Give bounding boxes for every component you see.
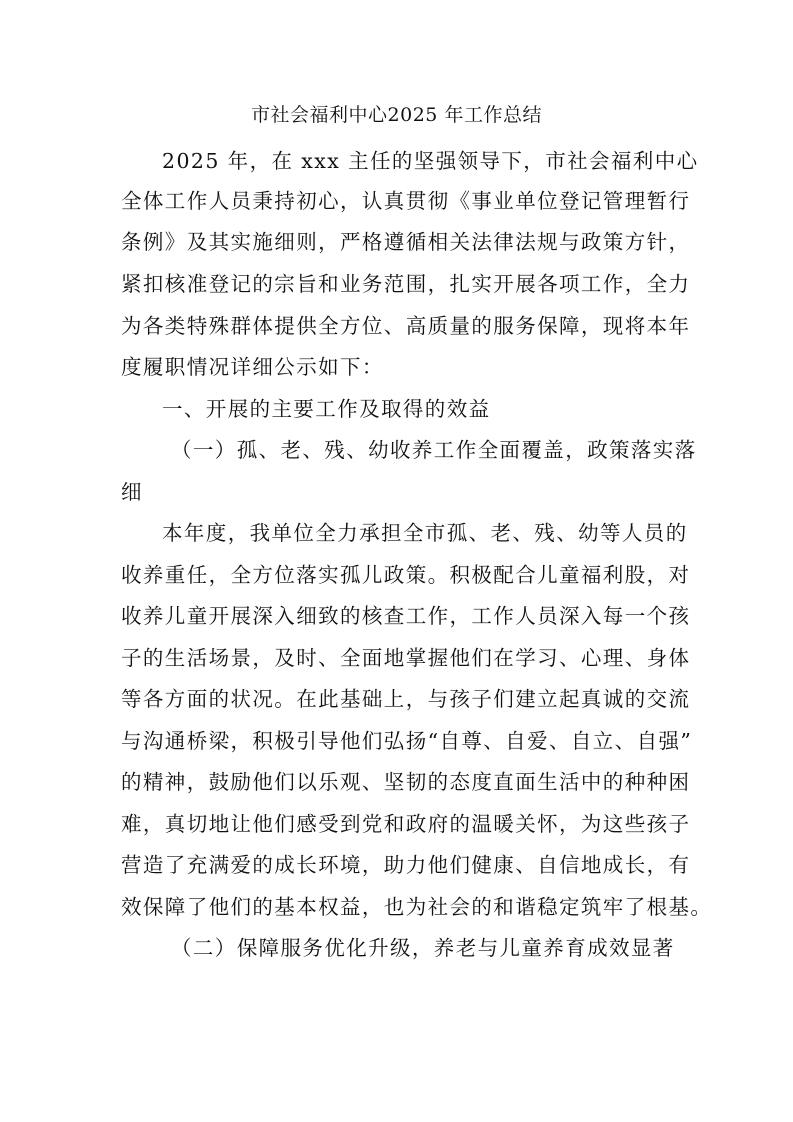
paragraph-line: 收养儿童开展深入细致的核查工作，工作人员深入每一个孩 xyxy=(121,604,691,628)
paragraph-line: 本年度，我单位全力承担全市孤、老、残、幼等人员的 xyxy=(162,521,688,545)
paragraph-line: 难，真切地让他们感受到党和政府的温暖关怀，为这些孩子 xyxy=(121,812,691,836)
paragraph-line: 紧扣核准登记的宗旨和业务范围，扎实开展各项工作，全力 xyxy=(121,272,691,296)
paragraph-line: 收养重任，全方位落实孤儿政策。积极配合儿童福利股，对 xyxy=(121,563,691,587)
subsection-heading: （二）保障服务优化升级，养老与儿童养育成效显著 xyxy=(171,936,675,960)
section-heading: 一、开展的主要工作及取得的效益 xyxy=(162,397,491,421)
subsection-heading: 细 xyxy=(121,480,143,504)
paragraph-line: 营造了充满爱的成长环境，助力他们健康、自信地成长，有 xyxy=(121,853,691,877)
paragraph-line: 条例》及其实施细则，严格遵循相关法律法规与政策方针， xyxy=(121,230,691,254)
paragraph-line: 的精神，鼓励他们以乐观、坚韧的态度直面生活中的种种困 xyxy=(121,770,691,794)
paragraph-line: 度履职情况详细公示如下： xyxy=(121,355,384,379)
paragraph-line: 效保障了他们的基本权益，也为社会的和谐稳定筑牢了根基。 xyxy=(121,895,713,919)
subsection-heading: （一）孤、老、残、幼收养工作全面覆盖，政策落实落 xyxy=(171,438,697,462)
paragraph-line: 2025 年，在 xxx 主任的坚强领导下，市社会福利中心 xyxy=(162,149,699,173)
paragraph-line: 子的生活场景，及时、全面地掌握他们在学习、心理、身体 xyxy=(121,646,691,670)
paragraph-line: 全体工作人员秉持初心，认真贯彻《事业单位登记管理暂行 xyxy=(121,189,691,213)
document-title: 市社会福利中心2025 年工作总结 xyxy=(251,104,542,126)
paragraph-line: 与沟通桥梁，积极引导他们弘扬“自尊、自爱、自立、自强” xyxy=(121,729,693,753)
paragraph-line: 等各方面的状况。在此基础上，与孩子们建立起真诚的交流 xyxy=(121,687,691,711)
paragraph-line: 为各类特殊群体提供全方位、高质量的服务保障，现将本年 xyxy=(121,314,691,338)
